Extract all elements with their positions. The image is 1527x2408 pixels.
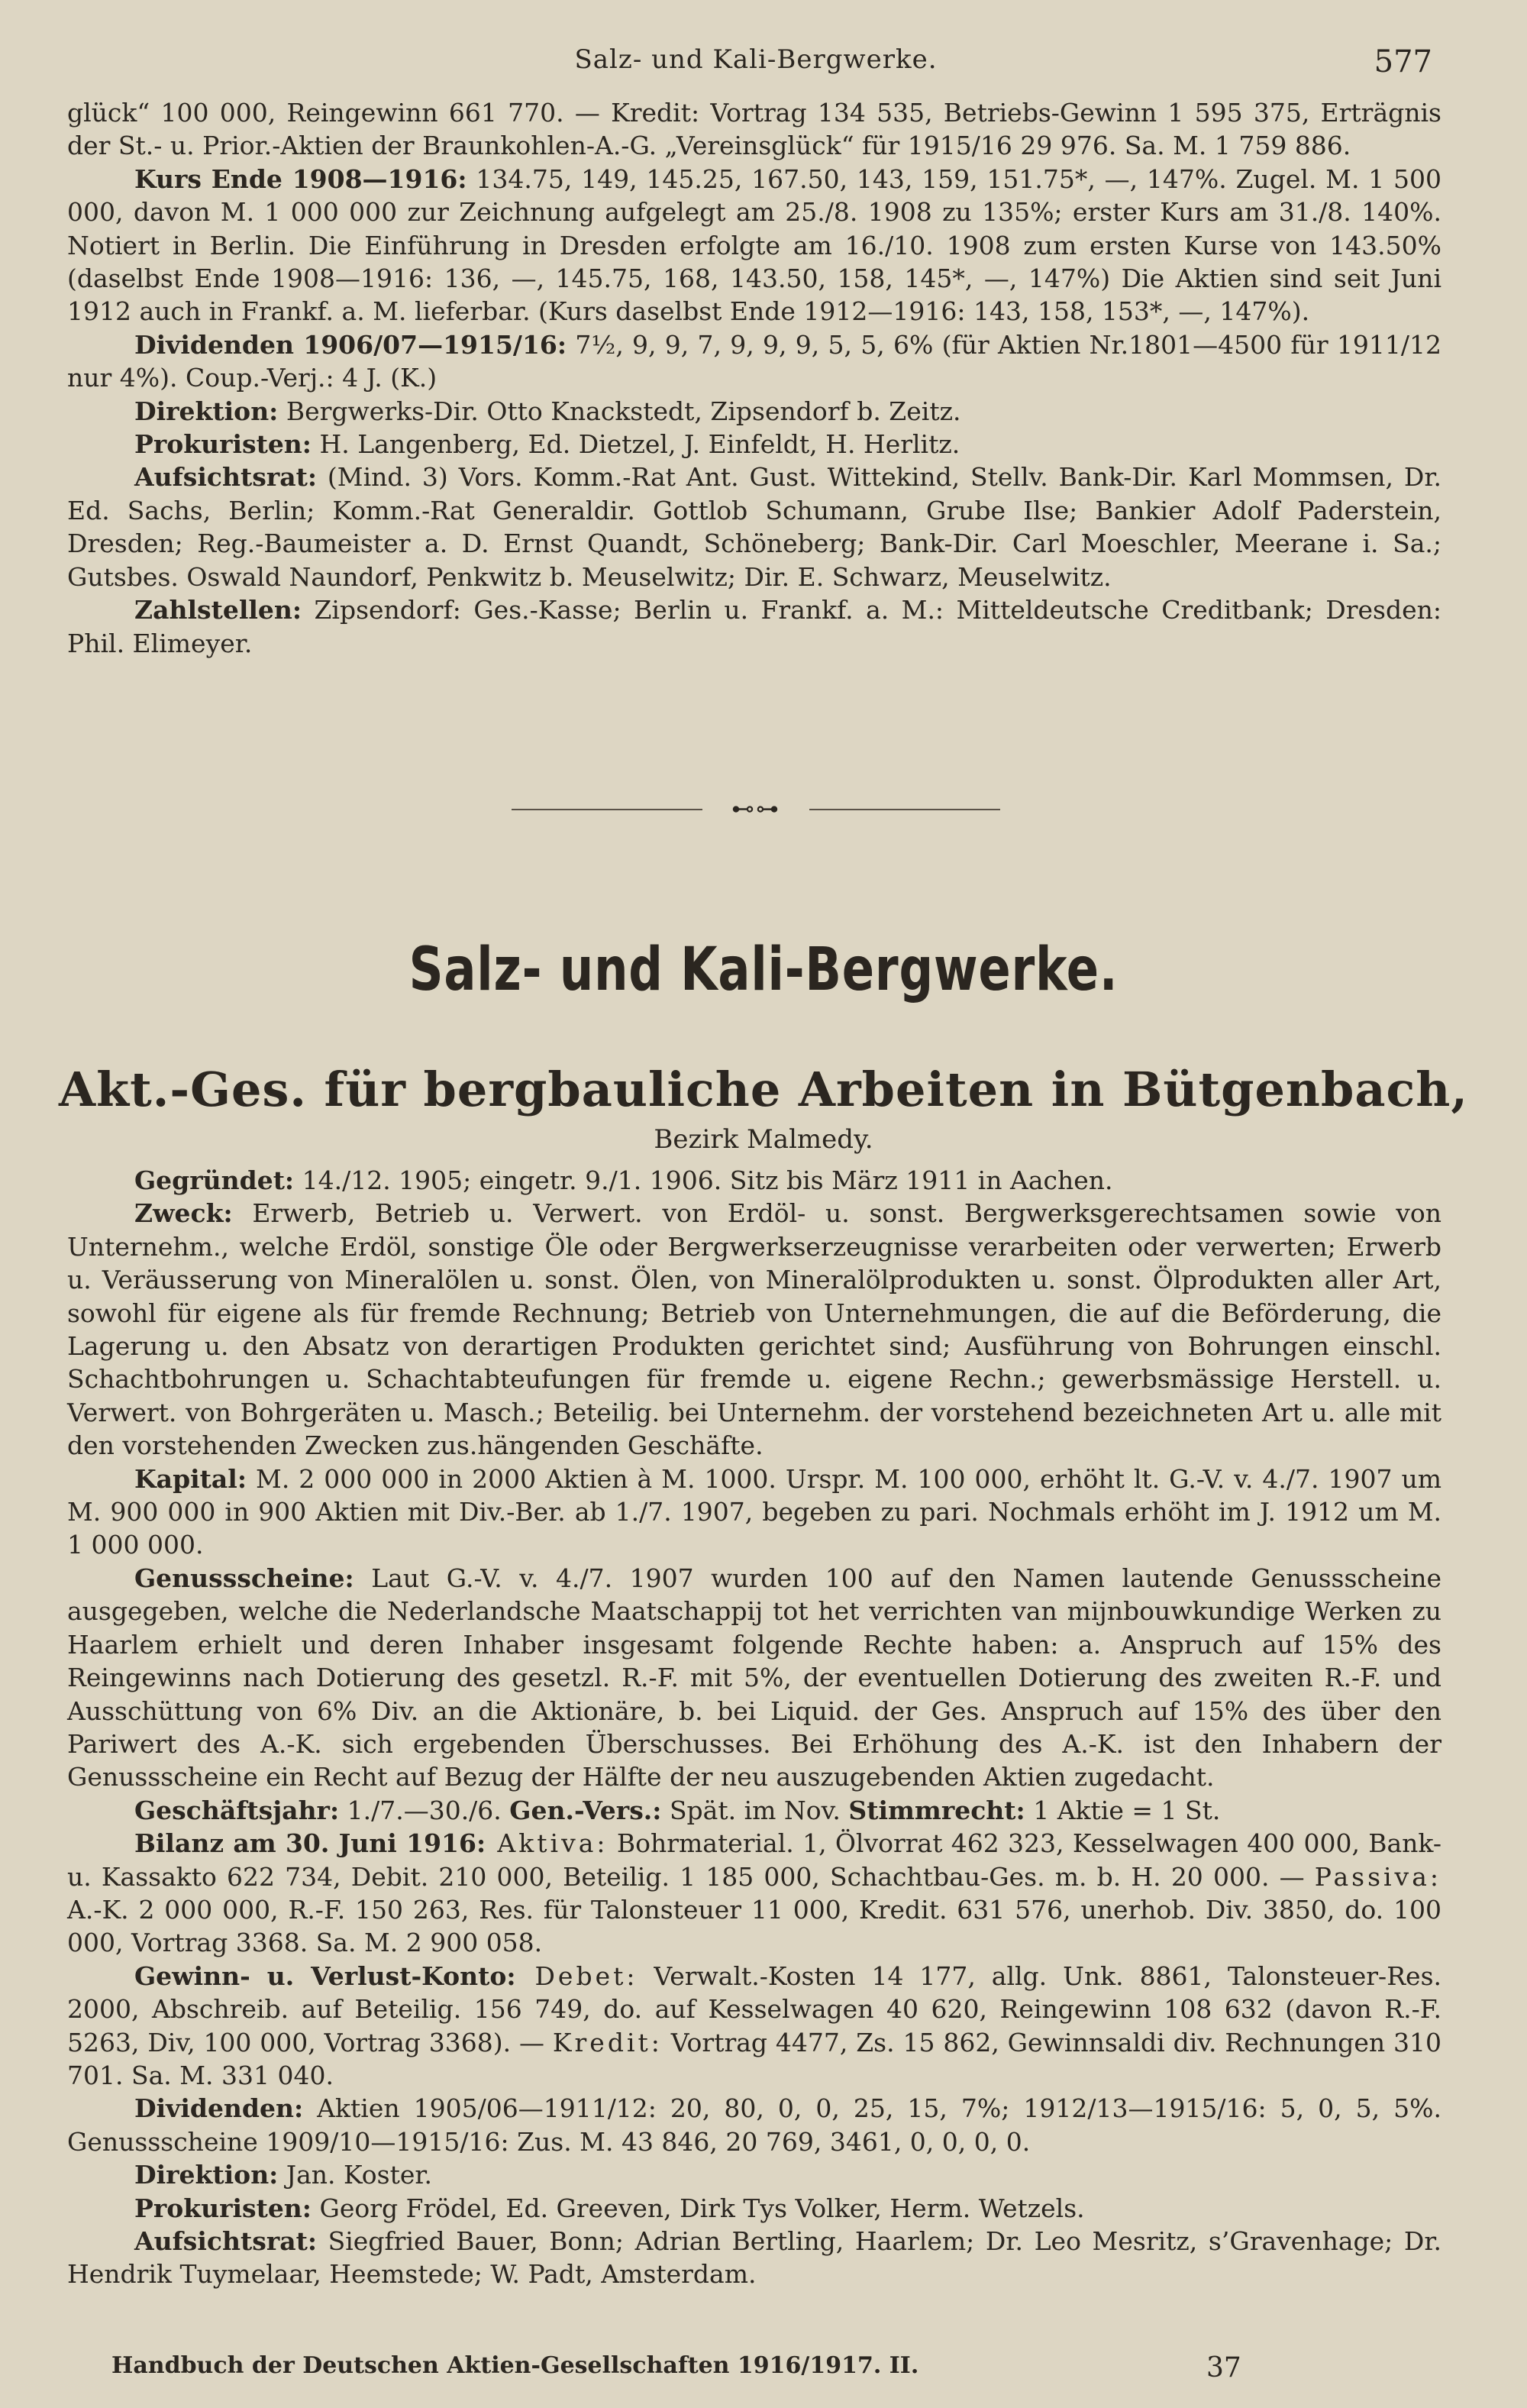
dividenden-paragraph — [67, 328, 1441, 395]
divider-ornament: ⊷⊶ — [731, 796, 780, 823]
zweck-label: Zweck: — [134, 1198, 233, 1229]
company-title: Akt.-Ges. für bergbauliche Arbeiten in Bütgenbach, — [59, 1062, 1468, 1117]
bilanz-passiva-text: A.-K. 2 000 000, R.-F. 150 263, Res. für Talonsteuer 11 000, Kredit. 631 576, unerhob. Div. 3850, do. 100 000, Vortrag 3368. Sa. M. 2 900 058. — [67, 1894, 1441, 1958]
guv-label: Gewinn- u. Verlust-Konto: — [134, 1960, 516, 1991]
gegruendet-paragraph — [67, 1164, 1441, 1197]
page-header — [69, 44, 1443, 82]
direktion-paragraph — [67, 395, 1441, 428]
zahlstellen-paragraph — [67, 593, 1441, 660]
prokuristen-text: Georg Frödel, Ed. Greeven, Dirk Tys Volker, Herm. Wetzels. — [311, 2193, 1085, 2223]
aktiva-label: Aktiva: — [486, 1828, 609, 1859]
prokuristen-paragraph — [67, 428, 1441, 461]
credit-paragraph — [67, 96, 1441, 163]
dividenden-label: Dividenden 1906/07—1915/16: — [134, 329, 567, 360]
geschaeftsjahr-paragraph — [67, 1794, 1441, 1827]
kapital-paragraph — [67, 1463, 1441, 1562]
prokuristen-label: Prokuristen: — [134, 429, 312, 460]
guv-paragraph — [67, 1960, 1441, 2093]
aufsichtsrat-label: Aufsichtsrat: — [134, 2226, 318, 2256]
direktion-text: Bergwerks-Dir. Otto Knackstedt, Zipsendorf b. Zeitz. — [278, 396, 961, 426]
kurs-paragraph — [67, 163, 1441, 328]
geschaeftsjahr-text: 1./7.—30./6. — [339, 1795, 510, 1825]
section-title: Salz- und Kali-Bergwerke. — [408, 936, 1119, 1004]
genussscheine-paragraph — [67, 1562, 1441, 1794]
direktion-label: Direktion: — [134, 396, 279, 426]
company-subtitle: Bezirk Malmedy. — [654, 1124, 873, 1155]
page-number: 577 — [1374, 44, 1432, 79]
direktion-text: Jan. Koster. — [278, 2160, 433, 2190]
gegruendet-label: Gegründet: — [134, 1165, 295, 1195]
dividenden-paragraph — [67, 2092, 1441, 2158]
aufsichtsrat-paragraph — [67, 461, 1441, 593]
divider-rule-left — [512, 809, 702, 810]
continued-entry — [67, 96, 1441, 660]
prokuristen-label: Prokuristen: — [134, 2193, 312, 2223]
kapital-label: Kapital: — [134, 1463, 247, 1494]
guv-kredit-text: Vortrag 4477, Zs. 15 862, Gewinnsaldi div. Rechnungen 310 701. Sa. M. 331 040. — [67, 2027, 1441, 2090]
bilanz-label: Bilanz am 30. Juni 1916: — [134, 1828, 486, 1859]
debet-label: Debet: — [515, 1960, 638, 1991]
dividenden-text: Aktien 1905/06—1911/12: 20, 80, 0, 0, 25, 15, 7%; 1912/13—1915/16: 5, 0, 5, 5%. Genussscheine 1909/10—1915/16: Zus. M. 43 846, 20 769, 3461, 0, 0, 0, 0. — [67, 2093, 1441, 2157]
genussscheine-text: Laut G.-V. v. 4./7. 1907 wurden 100 auf den Namen lautende Genussscheine ausgegeben, welche die Nederlandsche Maatschappij tot het verrichten van mijnbouwkundige Werken zu Haarlem erhielt und deren Inhaber insgesamt folgende Rechte haben: a. Anspruch auf 15% des Reingewinns nach Dotierung des gesetzl. R.-F. mit 5%, der eventuellen Dotierung des zweiten R.-F. und Ausschüttung von 6% Div. an die Aktionäre, b. bei Liquid. der Ges. Anspruch auf 15% des über den Pariwert des A.-K. sich ergebenden Überschusses. Bei Erhöhung des A.-K. ist den Inhabern der Genussscheine ein Recht auf Bezug der Hälfte der neu auszugebenden Aktien zugedacht. — [67, 1563, 1441, 1792]
credit-text: glück“ 100 000, Reingewinn 661 770. — Kredit: Vortrag 134 535, Betriebs-Gewinn 1 595 375, Erträgnis der St.- u. Prior.-Aktien der Braunkohlen-A.-G. „Vereinsglück“ für 1915/16 29 976. Sa. M. 1 759 886. — [67, 98, 1441, 161]
running-head: Salz- und Kali-Bergwerke. — [574, 44, 938, 75]
gegruendet-text: 14./12. 1905; eingetr. 9./1. 1906. Sitz bis März 1911 in Aachen. — [294, 1165, 1113, 1195]
section-divider — [512, 794, 1000, 825]
divider-rule-right — [809, 809, 1000, 810]
zahlstellen-text: Zipsendorf: Ges.-Kasse; Berlin u. Frankf. a. M.: Mitteldeutsche Creditbank; Dresden: Phil. Elimeyer. — [67, 595, 1441, 658]
book-title: Handbuch der Deutschen Aktien-Gesellschaften 1916/1917. II. — [111, 2352, 919, 2379]
signature-mark: 37 — [1206, 2352, 1241, 2384]
kapital-text: M. 2 000 000 in 2000 Aktien à M. 1000. Urspr. M. 100 000, erhöht lt. G.-V. v. 4./7. 1907 um M. 900 000 in 900 Aktien mit Div.-Ber. ab 1./7. 1907, begeben zu pari. Nochmals erhöht im J. 1912 um M. 1 000 000. — [67, 1463, 1441, 1560]
aufsichtsrat-paragraph — [67, 2225, 1441, 2291]
stimmrecht-label: Stimmrecht: — [848, 1795, 1025, 1825]
bilanz-paragraph — [67, 1827, 1441, 1960]
aufsichtsrat-text: Siegfried Bauer, Bonn; Adrian Bertling, Haarlem; Dr. Leo Mesritz, s’Gravenhage; Dr. Hendrik Tuymelaar, Heemstede; W. Padt, Amsterdam. — [67, 2226, 1441, 2290]
genussscheine-label: Genussscheine: — [134, 1563, 354, 1593]
kurs-label: Kurs Ende 1908—1916: — [134, 163, 467, 194]
bilanz-aktiva-text: Bohrmaterial. 1, Ölvorrat 462 323, Kesselwagen 400 000, Bank- u. Kassakto 622 734, Debit. 210 000, Beteilig. 1 185 000, Schachtbau-Ges. m. b. H. 20 000. — — [67, 1828, 1441, 1892]
genversammlung-label: Gen.-Vers.: — [509, 1795, 662, 1825]
dividenden-text: 7½, 9, 9, 7, 9, 9, 9, 5, 5, 6% (für Aktien Nr.1801—4500 für 1911/12 nur 4%). Coup.-Verj.: 4 J. (K.) — [67, 329, 1441, 393]
zweck-paragraph — [67, 1197, 1441, 1462]
passiva-label: Passiva: — [1314, 1861, 1441, 1892]
prokuristen-paragraph — [67, 2192, 1441, 2225]
company-entry — [67, 1164, 1441, 2291]
prokuristen-text: H. Langenberg, Ed. Dietzel, J. Einfeldt, H. Herlitz. — [311, 429, 960, 460]
direktion-label: Direktion: — [134, 2160, 279, 2190]
page-footer — [111, 2352, 1257, 2386]
genversammlung-text: Spät. im Nov. — [661, 1795, 849, 1825]
zweck-text: Erwerb, Betrieb u. Verwert. von Erdöl- u. sonst. Bergwerksgerechtsamen sowie von Unternehm., welche Erdöl, sonstige Öle oder Bergwerkserzeugnisse verarbeiten oder verwerten; Erwerb u. Veräusserung von Mineralölen u. sonst. Ölen, von Mineralölprodukten u. sonst. Ölprodukten aller Art, sowohl für eigene als für fremde Rechnung; Betrieb von Unternehmungen, die auf die Beförderung, die Lagerung u. den Absatz von derartigen Produkten gerichtet sind; Ausführung von Bohrungen einschl. Schachtbohrungen u. Schachtabteufungen für fremde u. eigene Rechn.; gewerbsmässige Herstell. u. Verwert. von Bohrgeräten u. Masch.; Beteilig. bei Unternehm. der vorstehend bezeichneten Art u. alle mit den vorstehenden Zwecken zus.hängenden Geschäfte. — [67, 1198, 1441, 1461]
stimmrecht-text: 1 Aktie = 1 St. — [1025, 1795, 1221, 1825]
geschaeftsjahr-label: Geschäftsjahr: — [134, 1795, 340, 1825]
zahlstellen-label: Zahlstellen: — [134, 595, 302, 625]
kurs-text: 134.75, 149, 145.25, 167.50, 143, 159, 151.75*, —, 147%. Zugel. M. 1 500 000, davon M. 1 000 000 zur Zeichnung aufgelegt am 25./8. 1908 zu 135%; erster Kurs am 31./8. 140%. Notiert in Berlin. Die Einführung in Dresden erfolgte am 16./10. 1908 zum ersten Kurse von 143.50% (daselbst Ende 1908—1916: 136, —, 145.75, 168, 143.50, 158, 145*, —, 147%) Die Aktien sind seit Juni 1912 auch in Frankf. a. M. lieferbar. (Kurs daselbst Ende 1912—1916: 143, 158, 153*, —, 147%). — [67, 163, 1442, 327]
guv-debet-text: Verwalt.-Kosten 14 177, allg. Unk. 8861, Talonsteuer-Res. 2000, Abschreib. auf Beteilig. 156 749, do. auf Kesselwagen 40 620, Reingewinn 108 632 (davon R.-F. 5263, Div, 100 000, Vortrag 3368). — — [67, 1960, 1441, 2057]
kredit-label: Kredit: — [552, 2027, 663, 2057]
direktion-paragraph — [67, 2158, 1441, 2191]
dividenden-label: Dividenden: — [134, 2093, 304, 2124]
aufsichtsrat-text: (Mind. 3) Vors. Komm.-Rat Ant. Gust. Wittekind, Stellv. Bank-Dir. Karl Mommsen, Dr. Ed. Sachs, Berlin; Komm.-Rat Generaldir. Gottlob Schumann, Grube Ilse; Bankier Adolf Paderstein, Dresden; Reg.-Baumeister a. D. Ernst Quandt, Schöneberg; Bank-Dir. Carl Moeschler, Meerane i. Sa.; Gutsbes. Oswald Naundorf, Penkwitz b. Meuselwitz; Dir. E. Schwarz, Meuselwitz. — [67, 462, 1441, 592]
aufsichtsrat-label: Aufsichtsrat: — [134, 462, 318, 493]
